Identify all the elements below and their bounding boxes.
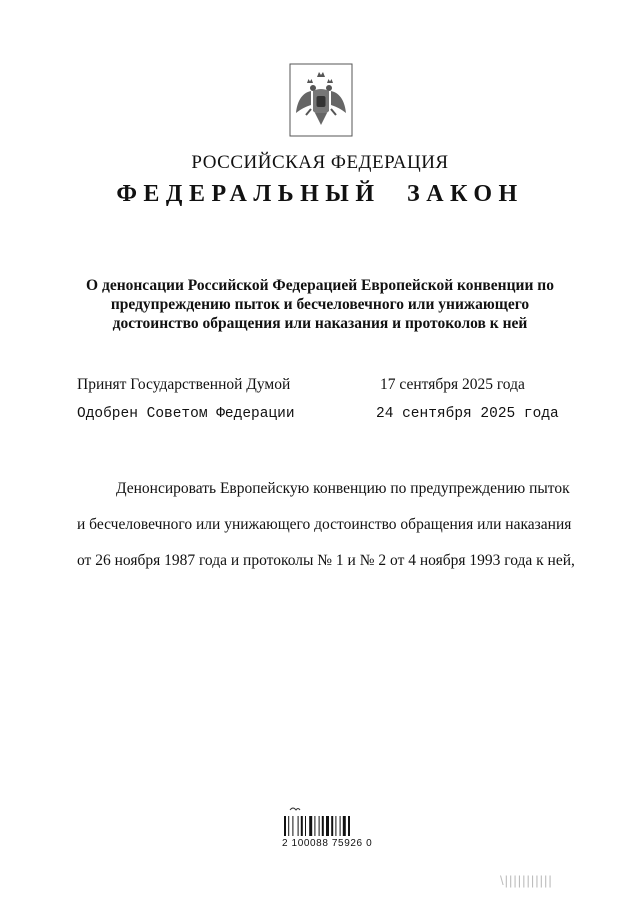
coat-of-arms-icon [289, 63, 353, 137]
law-subject [60, 276, 580, 333]
adopted-date: 17 сентября 2025 года [380, 376, 525, 393]
country-name: РОССИЙСКАЯ ФЕДЕРАЦИЯ [191, 152, 449, 173]
adopted-label: Принят Государственной Думой [77, 376, 291, 393]
body-text-line: Денонсировать Европейскую конвенцию по предупреждению пыток [116, 480, 570, 497]
approved-date: 24 сентября 2025 года [376, 406, 559, 422]
barcode-icon [282, 804, 362, 838]
subject-line: достоинство обращения или наказания и протоколов к ней [112, 315, 528, 332]
document-type: ФЕДЕРАЛЬНЫЙ ЗАКОН [116, 181, 524, 207]
watermark: \||||||||||| [500, 873, 553, 888]
approved-label: Одобрен Советом Федерации [77, 406, 295, 422]
subject-line: О денонсации Российской Федерацией Европейской конвенции по [86, 277, 554, 294]
body-text-line: и бесчеловечного или унижающего достоинство обращения или наказания [77, 516, 572, 533]
barcode-number: 2 100088 75926 0 [282, 838, 373, 849]
body-text-line: от 26 ноября 1987 года и протоколы № 1 и № 2 от 4 ноября 1993 года к ней, [77, 552, 575, 569]
subject-line: предупреждению пыток и бесчеловечного или унижающего [110, 296, 530, 313]
